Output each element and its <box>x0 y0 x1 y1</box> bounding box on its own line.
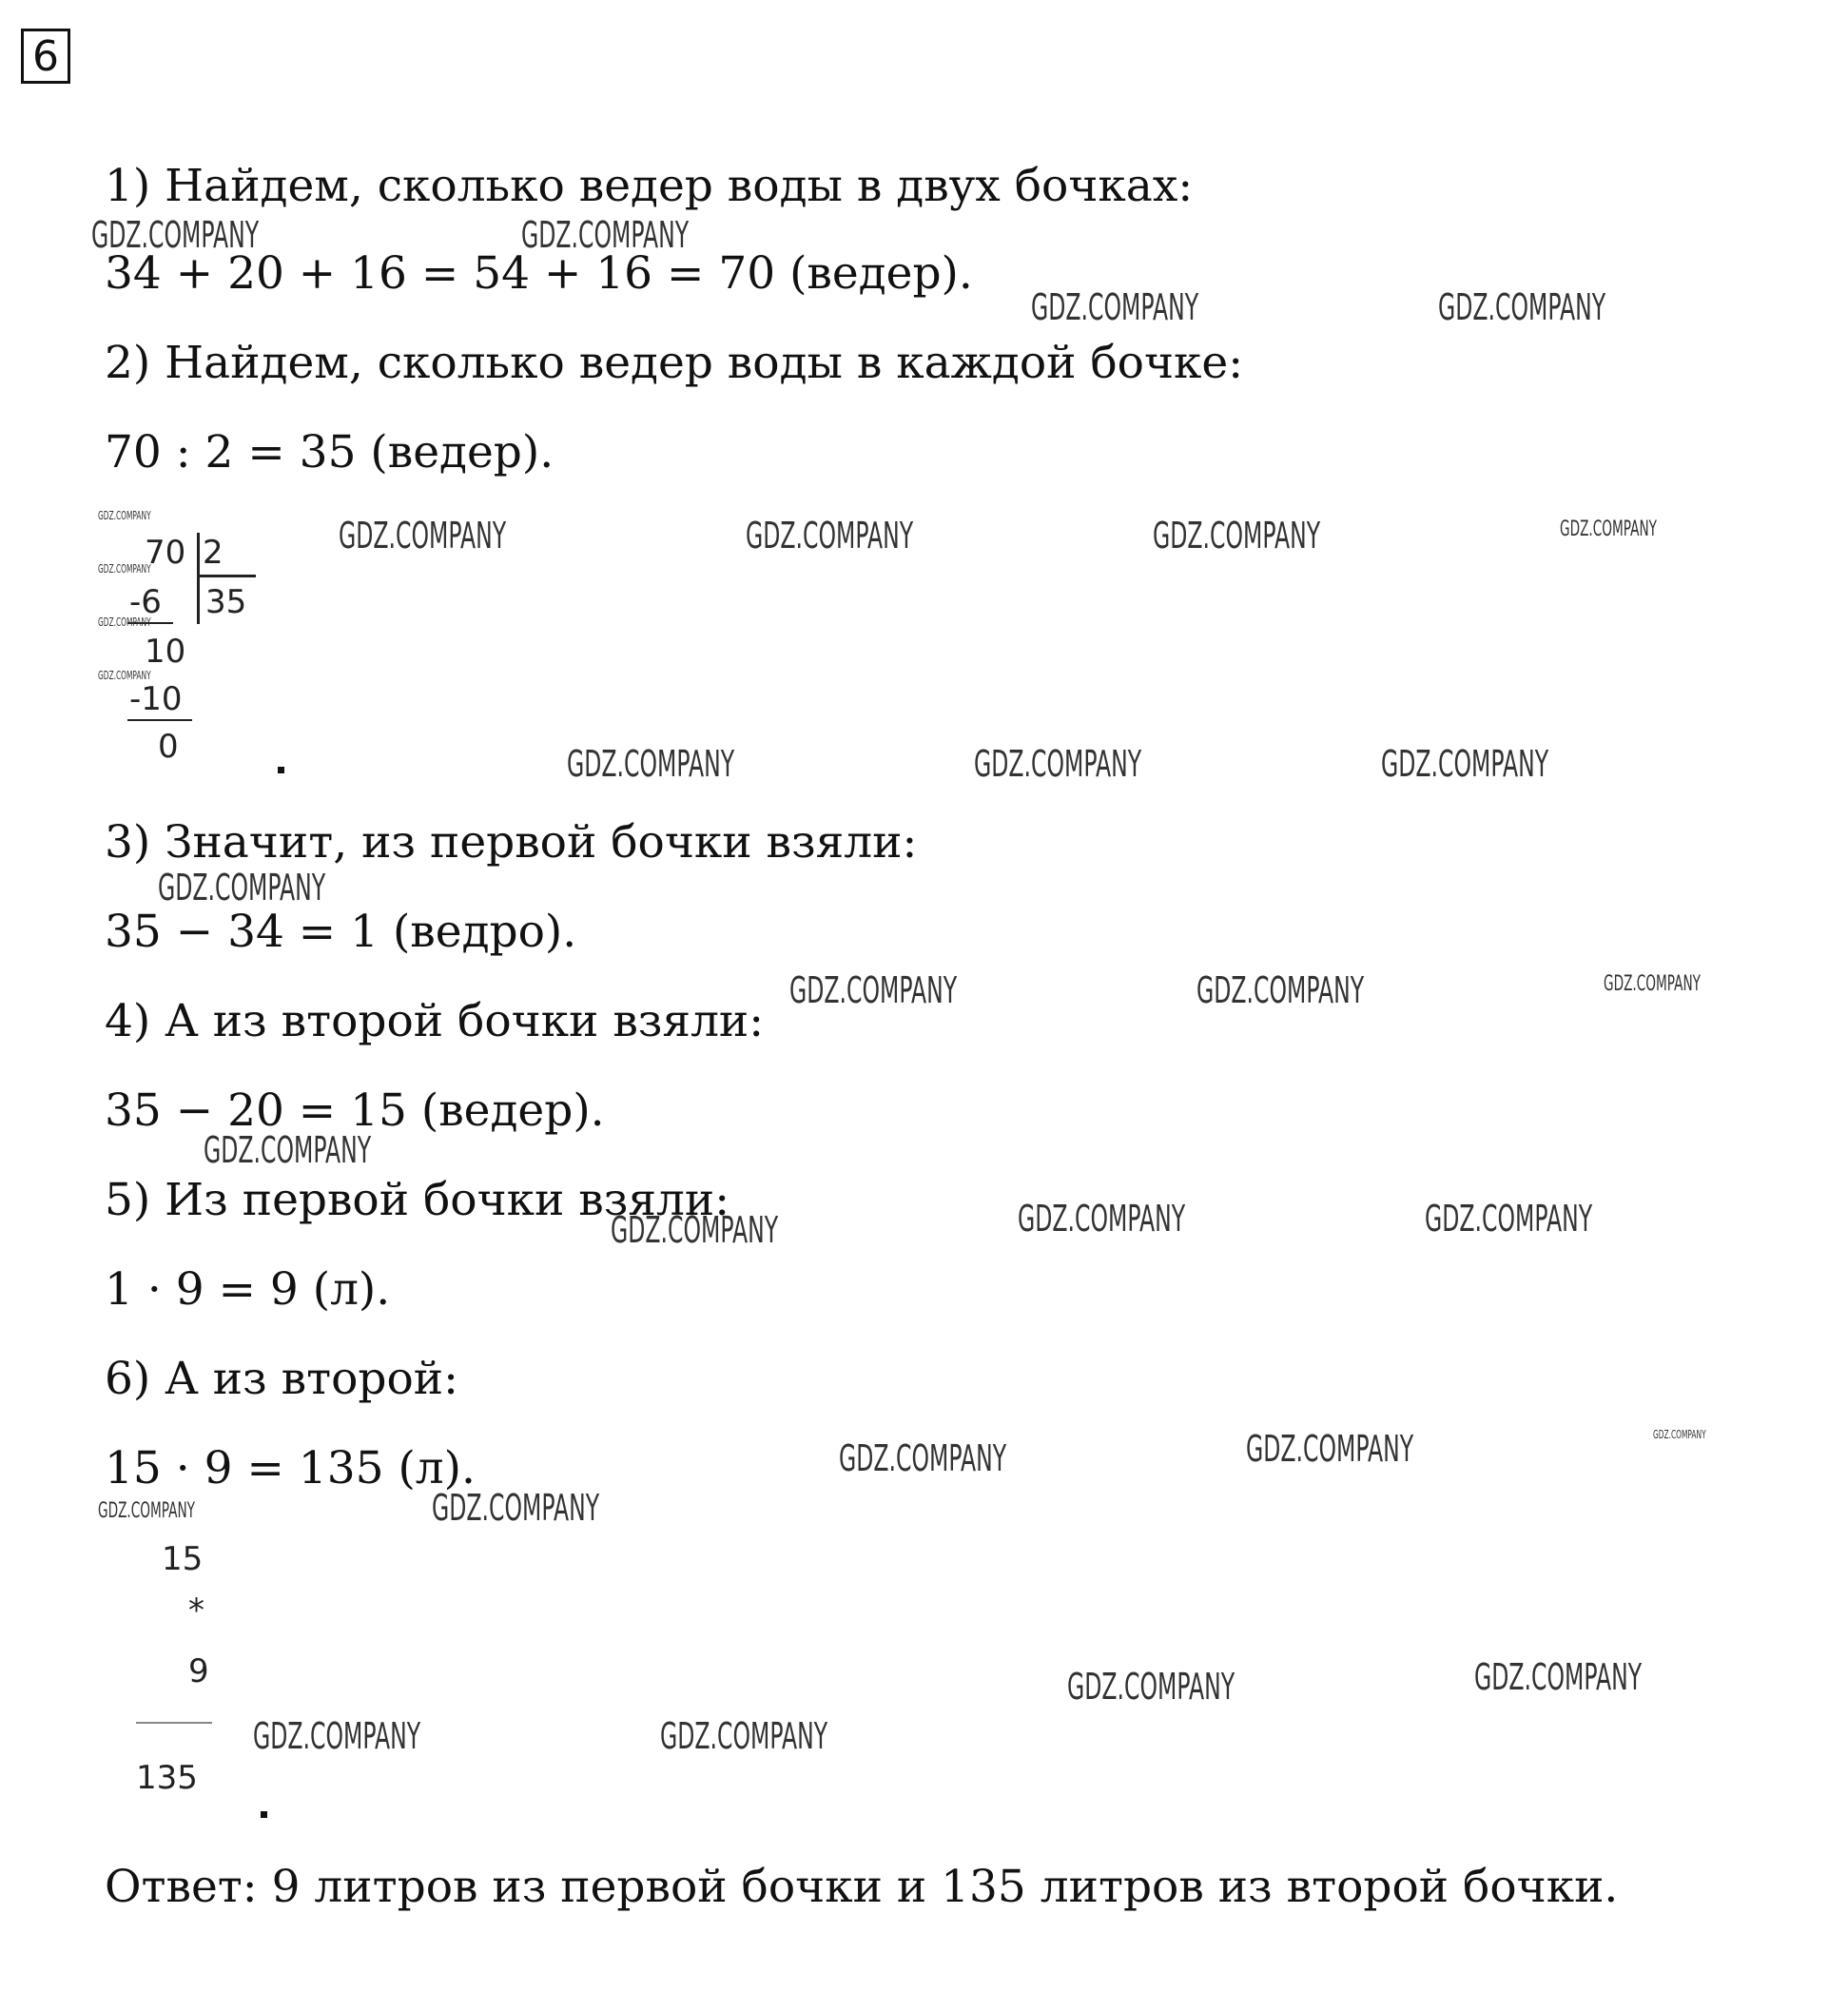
mult-result: 135 <box>136 1759 198 1797</box>
division-dividend: 70 <box>145 534 186 572</box>
mult-operand-a: 15 <box>162 1540 204 1578</box>
mult-operator: * <box>188 1592 204 1630</box>
watermark: GDZ.COMPANY <box>1246 1428 1414 1470</box>
watermark: GDZ.COMPANY <box>1381 743 1549 785</box>
watermark: GDZ.COMPANY <box>1196 969 1365 1011</box>
step-3-equation: 35 − 34 = 1 (ведро). <box>105 906 577 958</box>
watermark: GDZ.COMPANY <box>521 214 690 256</box>
task-number-box <box>21 29 70 84</box>
watermark: GDZ.COMPANY <box>98 1499 196 1523</box>
division-remainder-1: 10 <box>145 633 186 671</box>
task-number: 6 <box>32 31 59 81</box>
step-4-equation: 35 − 20 = 15 (ведер). <box>105 1084 605 1137</box>
watermark: GDZ.COMPANY <box>204 1129 372 1171</box>
watermark: GDZ.COMPANY <box>746 515 914 557</box>
watermark: GDZ.COMPANY <box>98 669 151 682</box>
watermark: GDZ.COMPANY <box>1067 1666 1235 1708</box>
watermark: GDZ.COMPANY <box>98 509 151 522</box>
watermark: GDZ.COMPANY <box>158 867 326 908</box>
watermark: GDZ.COMPANY <box>253 1715 421 1757</box>
mult-operand-b: 9 <box>188 1652 209 1690</box>
division-rule-1 <box>127 622 173 624</box>
step-4-text: 4) А из второй бочки взяли: <box>105 995 765 1047</box>
watermark: GDZ.COMPANY <box>789 969 958 1011</box>
step-6-text: 6) А из второй: <box>105 1353 458 1405</box>
division-vertical-bar <box>197 533 200 624</box>
watermark: GDZ.COMPANY <box>1560 518 1658 541</box>
watermark: GDZ.COMPANY <box>339 515 507 557</box>
watermark: GDZ.COMPANY <box>1031 286 1199 328</box>
division-horizontal-bar <box>197 575 256 577</box>
step-2-text: 2) Найдем, сколько ведер воды в каждой бочке: <box>105 337 1244 389</box>
watermark: GDZ.COMPANY <box>660 1715 828 1757</box>
division-divisor: 2 <box>203 534 224 572</box>
watermark: GDZ.COMPANY <box>1438 286 1606 328</box>
step-5-equation: 1 · 9 = 9 (л). <box>105 1263 391 1316</box>
period-dot <box>261 1811 267 1818</box>
step-2-equation: 70 : 2 = 35 (ведер). <box>105 426 554 478</box>
watermark: GDZ.COMPANY <box>1018 1198 1186 1240</box>
watermark: GDZ.COMPANY <box>432 1487 600 1529</box>
watermark: GDZ.COMPANY <box>567 743 735 785</box>
step-3-text: 3) Значит, из первой бочки взяли: <box>105 816 918 869</box>
watermark: GDZ.COMPANY <box>1425 1198 1593 1240</box>
watermark: GDZ.COMPANY <box>611 1209 779 1251</box>
watermark: GDZ.COMPANY <box>1653 1428 1706 1441</box>
step-1-text: 1) Найдем, сколько ведер воды в двух бочках: <box>105 160 1194 212</box>
step-1-equation: 34 + 20 + 16 = 54 + 16 = 70 (ведер). <box>105 247 973 300</box>
step-5-text: 5) Из первой бочки взяли: <box>105 1174 730 1226</box>
period-dot <box>278 767 284 773</box>
watermark: GDZ.COMPANY <box>1474 1656 1643 1698</box>
watermark: GDZ.COMPANY <box>1604 972 1702 996</box>
watermark: GDZ.COMPANY <box>98 615 151 629</box>
answer-text: Ответ: 9 литров из первой бочки и 135 литров из второй бочки. <box>105 1861 1619 1913</box>
division-rule-2 <box>127 719 192 721</box>
watermark: GDZ.COMPANY <box>839 1437 1007 1479</box>
mult-rule <box>136 1722 212 1724</box>
watermark: GDZ.COMPANY <box>98 562 151 576</box>
division-subtract-2: -10 <box>129 680 183 718</box>
division-subtract-1: -6 <box>129 583 162 621</box>
watermark: GDZ.COMPANY <box>91 214 260 256</box>
watermark: GDZ.COMPANY <box>1153 515 1321 557</box>
division-quotient: 35 <box>205 583 247 621</box>
watermark: GDZ.COMPANY <box>974 743 1142 785</box>
step-6-equation: 15 · 9 = 135 (л). <box>105 1442 476 1494</box>
division-remainder-2: 0 <box>158 728 179 766</box>
